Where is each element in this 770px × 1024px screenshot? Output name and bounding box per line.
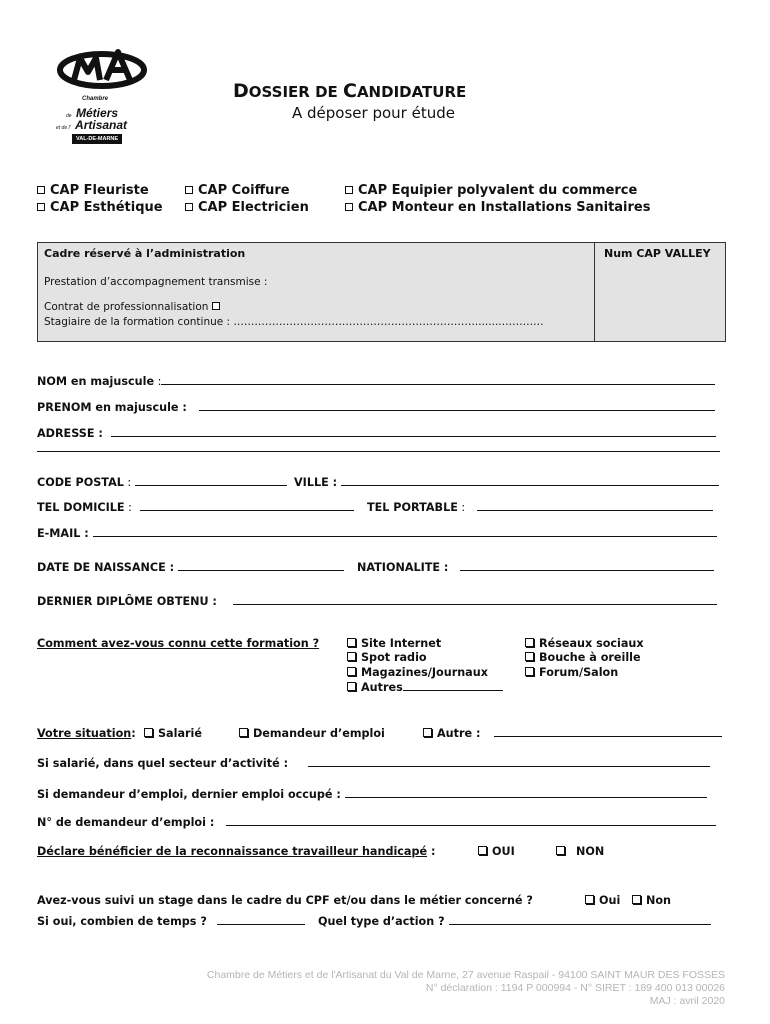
checkbox-icon[interactable] [525,667,534,676]
checkbox-icon[interactable] [185,203,193,211]
nationalite-label: NATIONALITE : [357,561,449,574]
autres-input-line[interactable] [403,681,503,691]
cap-coiffure-option[interactable] [185,183,290,198]
admin-box-title: Cadre réservé à l’administration [44,247,246,260]
numero-demandeur-label: N° de demandeur d’emploi : [37,816,215,829]
code-postal-input-line[interactable] [135,476,287,486]
handicap-question-wrap [37,845,435,858]
tel-portable-field[interactable] [367,501,713,514]
cpf-type-action-label: Quel type d’action ? [318,915,445,928]
prenom-label: PRENOM en majuscule : [37,401,187,414]
checkbox-icon[interactable] [478,846,487,855]
ville-label: VILLE : [294,476,338,489]
checkbox-icon[interactable] [37,203,45,211]
ville-input-line[interactable] [341,476,719,486]
cpf-temps-field[interactable] [37,915,305,928]
handicap-question-label: Déclare bénéficier de la reconnaissance travailleur handicapé [37,845,428,858]
nom-label: NOM en majuscule [37,375,155,388]
situation-demandeur-option[interactable] [239,727,385,740]
source-option-magazines[interactable] [347,666,488,679]
cpf-question-label: Avez-vous suivi un stage dans le cadre du CPF et/ou dans le métier concerné ? [37,894,533,907]
dernier-emploi-field[interactable] [37,788,707,801]
code-postal-field[interactable] [37,476,287,489]
num-cap-valley-label: Num CAP VALLEY [604,247,711,260]
checkbox-icon[interactable] [185,186,193,194]
diplome-input-line[interactable] [233,595,717,605]
source-option-label: Spot radio [361,651,427,664]
cma-logo-mark [56,46,148,90]
source-option-spot-radio[interactable] [347,651,427,664]
checkbox-icon[interactable] [556,846,565,855]
logo-line2-small: de [66,113,72,119]
logo-badge: VAL-DE-MARNE [72,134,122,144]
nationalite-input-line[interactable] [460,561,714,571]
title-cap-2: C [343,80,357,102]
source-option-bouche-oreille[interactable] [525,651,641,664]
checkbox-icon[interactable] [347,652,356,661]
handicap-non-option[interactable] [556,845,604,858]
checkbox-icon[interactable] [347,638,356,647]
numero-demandeur-input-line[interactable] [226,816,716,826]
source-option-reseaux-sociaux[interactable] [525,637,644,650]
secteur-field[interactable] [37,757,710,770]
tel-portable-colon: : [457,501,466,514]
logo-line1: Chambre [82,96,109,102]
diplome-label: DERNIER DIPLÔME OBTENU : [37,595,217,608]
cpf-type-action-field[interactable] [318,915,711,928]
cpf-oui-option[interactable] [585,894,620,907]
situation-autre-option[interactable] [423,727,722,740]
salarie-label: Salarié [158,727,202,740]
source-option-label: Réseaux sociaux [539,637,644,650]
tel-domicile-label: TEL DOMICILE [37,501,125,514]
source-option-forum-salon[interactable] [525,666,618,679]
cap-fleuriste-option[interactable] [37,183,149,198]
nationalite-field[interactable] [357,561,714,574]
source-option-label: Site Internet [361,637,442,650]
checkbox-icon[interactable] [632,895,641,904]
checkbox-icon[interactable] [239,728,248,737]
cap-equipier-option[interactable] [345,183,637,198]
footer-siret: N° déclaration : 1194 P 000994 - N° SIRET : 189 400 013 00026 [425,982,725,994]
dernier-emploi-label: Si demandeur d’emploi, dernier emploi occupé : [37,788,341,801]
logo-line3-small: et de l' [56,125,71,131]
cap-label: CAP Coiffure [198,183,290,198]
logo-line2: Métiers [76,106,119,120]
admin-contrat-option [44,301,225,313]
checkbox-icon[interactable] [345,203,353,211]
source-option-label: Magazines/Journaux [361,666,488,679]
situation-label: Votre situation [37,727,132,740]
checkbox-icon[interactable] [37,186,45,194]
checkbox-icon[interactable] [347,682,356,691]
date-naissance-field[interactable] [37,561,344,574]
code-postal-label: CODE POSTAL [37,476,124,489]
checkbox-icon[interactable] [585,895,594,904]
checkbox-icon[interactable] [525,652,534,661]
cap-monteur-option[interactable] [345,200,650,215]
ville-field[interactable] [294,476,719,489]
adresse-field[interactable] [37,427,716,440]
tel-portable-label: TEL PORTABLE [367,501,458,514]
cap-label: CAP Electricien [198,200,309,215]
prenom-input-line[interactable] [199,401,715,411]
cap-label: CAP Esthétique [50,200,163,215]
cpf-type-action-input-line[interactable] [449,915,711,925]
demandeur-label: Demandeur d’emploi [253,727,385,740]
logo-line3-wrap [56,116,127,134]
handicap-colon: : [427,845,436,858]
title-rest-1: OSSIER DE [248,83,343,101]
secteur-input-line[interactable] [308,757,710,767]
title-rest-2: ANDIDATURE [356,83,467,101]
date-naissance-label: DATE DE NAISSANCE : [37,561,175,574]
prenom-field[interactable] [37,401,715,414]
autre-label: Autre : [437,727,481,740]
admin-box-divider [594,243,595,341]
situation-salarie-option[interactable] [144,727,202,740]
tel-domicile-input-line[interactable] [140,501,354,511]
adresse-label: ADRESSE : [37,427,103,440]
admin-box [37,242,726,342]
footer-maj: MAJ : avril 2020 [649,995,725,1007]
cap-esthetique-option[interactable] [37,200,163,215]
tel-domicile-field[interactable] [37,501,354,514]
date-naissance-input-line[interactable] [178,561,344,571]
cpf-temps-label: Si oui, combien de temps ? [37,915,207,928]
checkbox-icon[interactable] [347,667,356,676]
admin-stagiaire-label: Stagiaire de la formation continue : ……………………………………………………………........………… [44,316,544,328]
secteur-label: Si salarié, dans quel secteur d’activité : [37,757,289,770]
cap-label: CAP Monteur en Installations Sanitaires [358,200,651,215]
diplome-field[interactable] [37,595,717,608]
source-question-label: Comment avez-vous connu cette formation ? [37,637,320,650]
situation-colon: : [131,727,136,740]
adresse-second-line[interactable] [37,451,720,452]
nom-field[interactable] [37,375,715,388]
tel-portable-input-line[interactable] [477,501,713,511]
dernier-emploi-input-line[interactable] [345,788,707,798]
cpf-temps-input-line[interactable] [217,915,305,925]
checkbox-icon[interactable] [345,186,353,194]
cap-label: CAP Equipier polyvalent du commerce [358,183,638,198]
cap-electricien-option[interactable] [185,200,309,215]
checkbox-icon[interactable] [144,728,153,737]
autre-input-line[interactable] [494,727,722,737]
cap-label: CAP Fleuriste [50,183,149,198]
source-option-label: Bouche à oreille [539,651,641,664]
page-title [233,80,466,102]
numero-demandeur-field[interactable] [37,816,716,829]
handicap-non-label: NON [576,845,605,858]
handicap-oui-option[interactable] [478,845,515,858]
admin-prestation-label: Prestation d’accompagnement transmise : [44,276,268,288]
checkbox-icon[interactable] [212,302,220,310]
nom-input-line[interactable] [161,375,715,385]
code-postal-colon: : [123,476,132,489]
admin-contrat-label: Contrat de professionnalisation [44,301,209,313]
cpf-non-label: Non [646,894,672,907]
checkbox-icon[interactable] [423,728,432,737]
tel-domicile-colon: : [124,501,132,514]
footer [207,969,725,1008]
source-option-label: Forum/Salon [539,666,619,679]
footer-address: Chambre de Métiers et de l'Artisanat du Val de Marne, 27 avenue Raspail - 94100 SAINT MAUR DES FOSSES [206,969,725,981]
source-option-site-internet[interactable] [347,637,441,650]
source-option-label: Autres [361,681,403,694]
cpf-non-option[interactable] [632,894,671,907]
cma-logo [52,46,152,146]
cpf-oui-label: Oui [599,894,621,907]
email-label: E-MAIL : [37,527,89,540]
adresse-input-line[interactable] [111,427,716,437]
checkbox-icon[interactable] [525,638,534,647]
email-field[interactable] [37,527,717,540]
title-cap-1: D [233,80,249,102]
email-input-line[interactable] [93,527,717,537]
handicap-oui-label: OUI [492,845,515,858]
nom-colon: : [154,375,162,388]
page-subtitle: A déposer pour étude [292,104,455,122]
situation-label-wrap [37,727,136,740]
source-option-autres[interactable] [347,681,503,694]
logo-line3: Artisanat [75,118,128,132]
